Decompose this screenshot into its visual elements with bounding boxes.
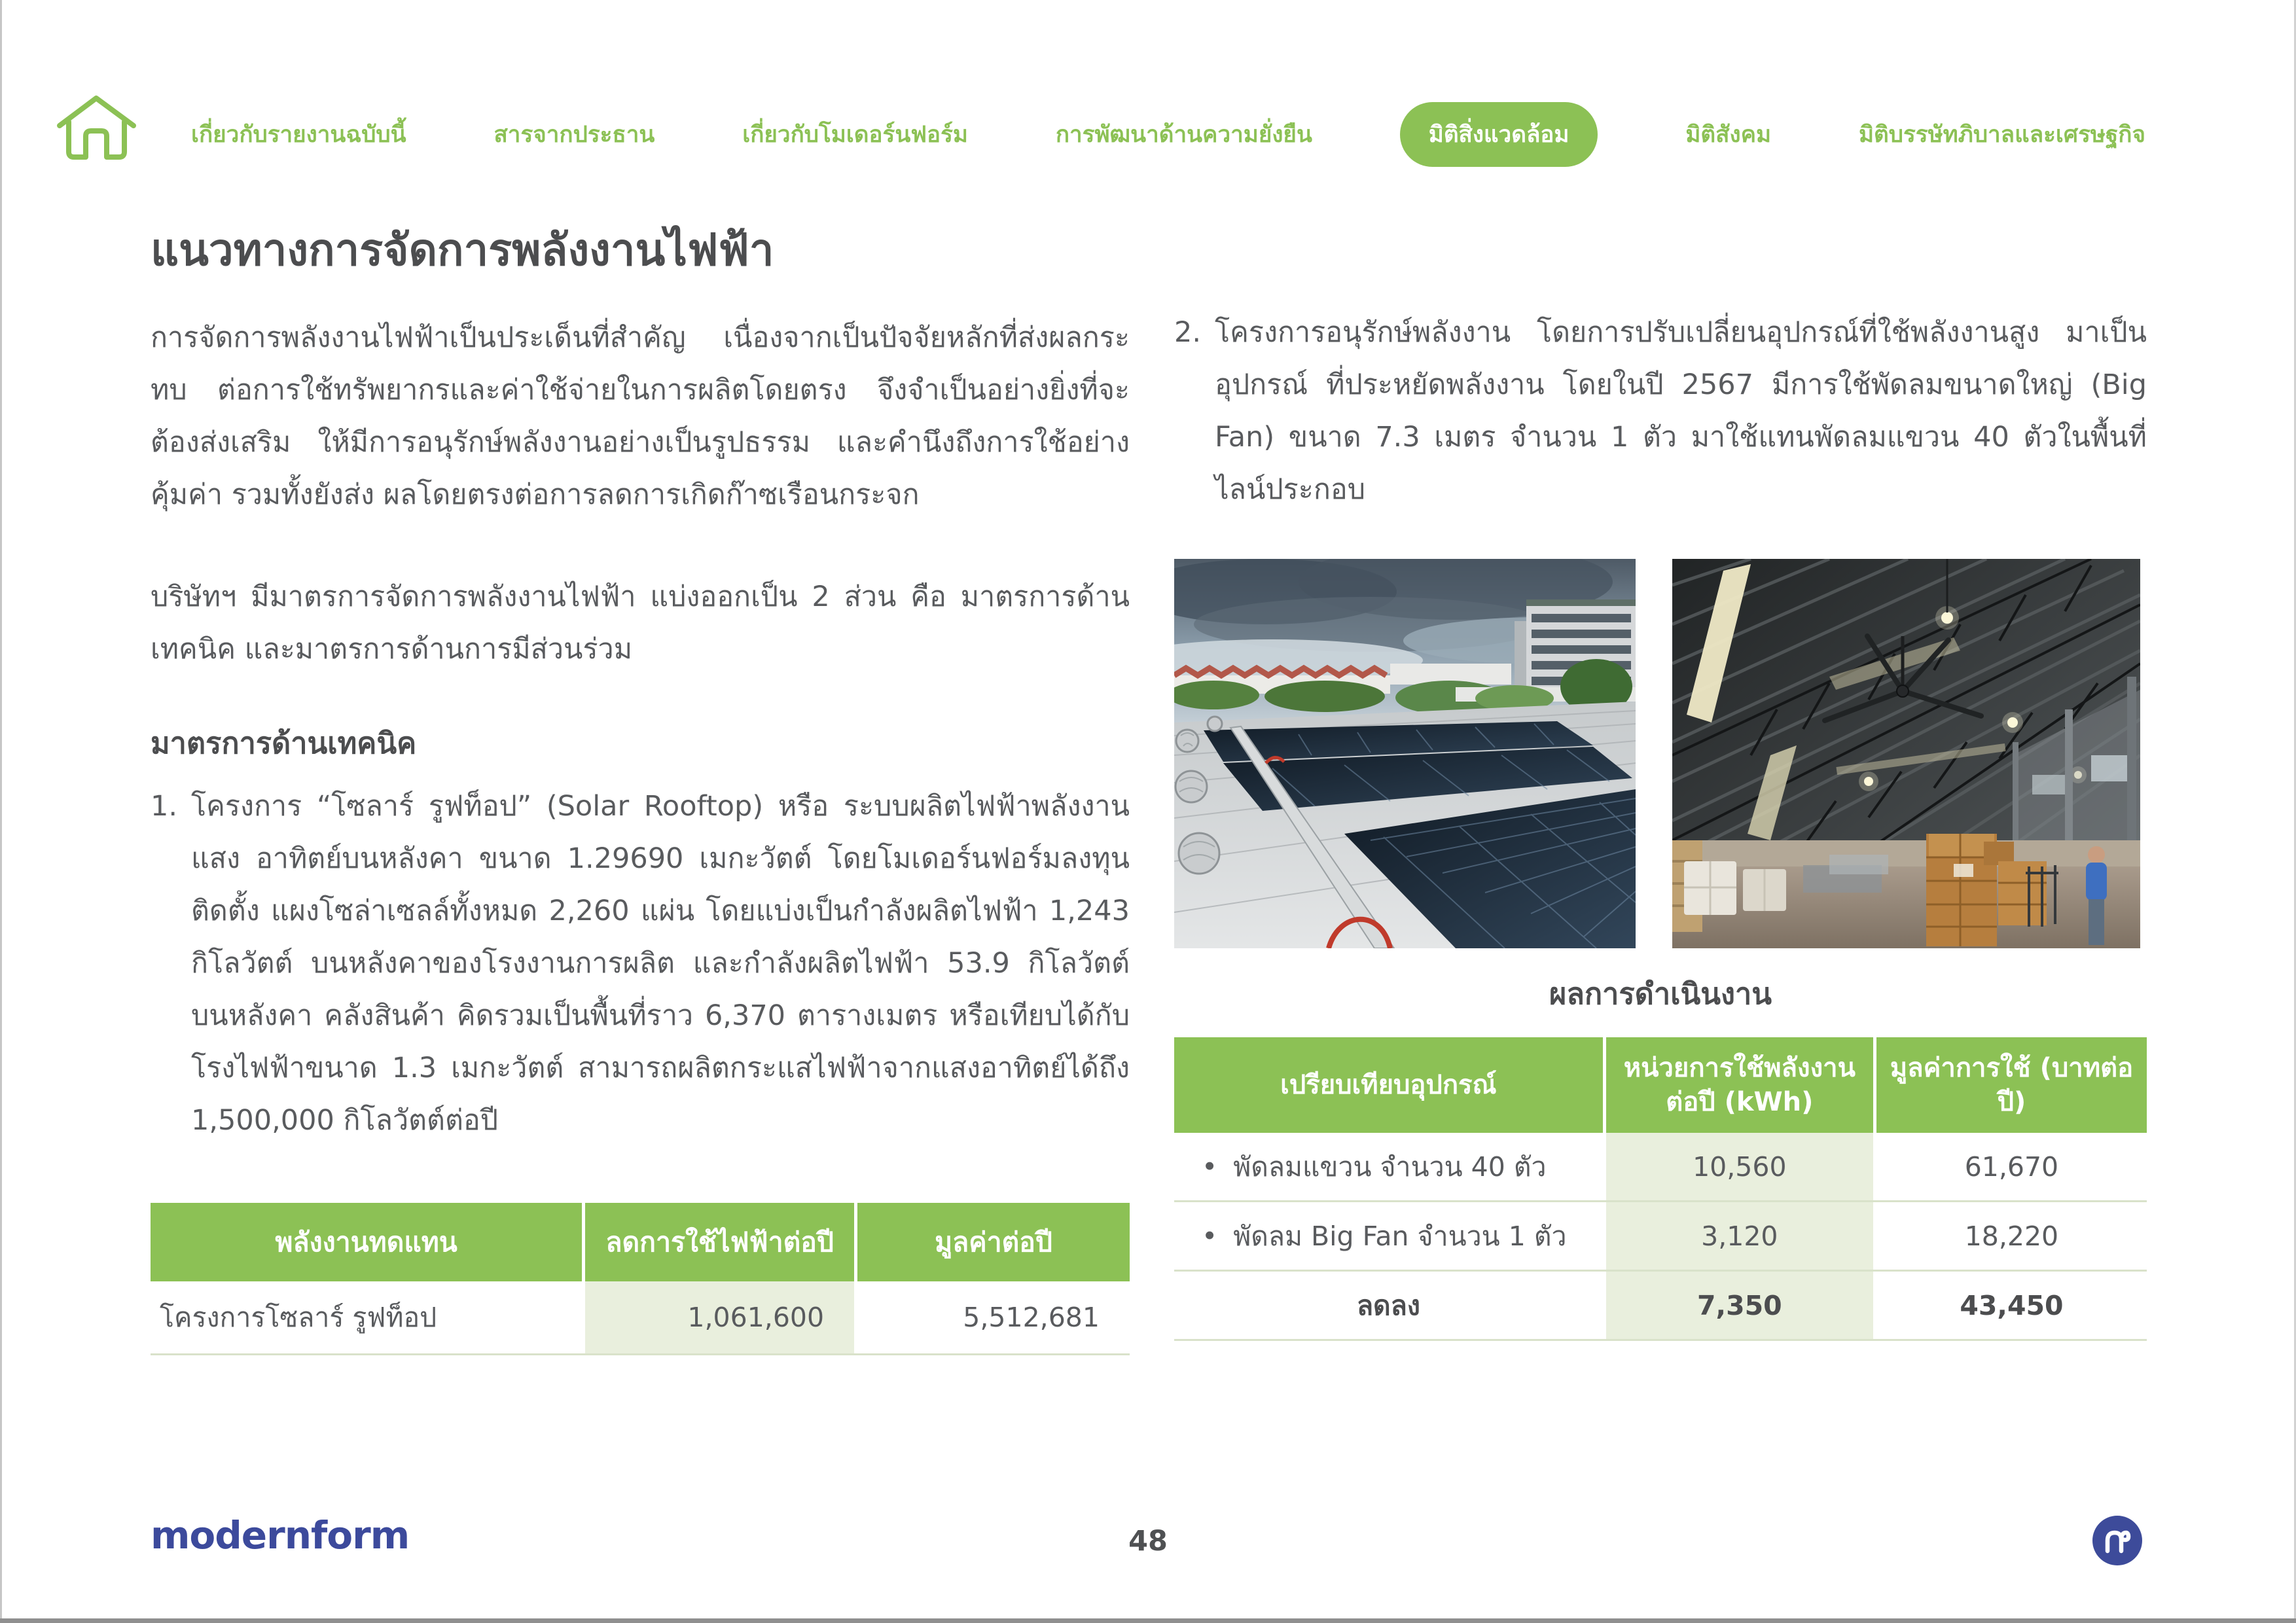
row-baht: 61,670 (1964, 1150, 2059, 1183)
nav-item-environment-active[interactable]: มิติสิ่งแวดล้อม (1400, 102, 1598, 167)
window-edge-left (0, 0, 2, 1623)
top-navigation (191, 97, 2145, 171)
table-total-row (1174, 1272, 2147, 1341)
total-baht: 43,450 (1960, 1289, 2064, 1321)
factory-bigfan-photo (1672, 559, 2140, 948)
page-title: แนวทางการจัดการพลังงานไฟฟ้า (151, 224, 774, 276)
solar-rooftop-photo (1174, 559, 1636, 948)
solar-row-label: โครงการโซลาร์ รูฟท็อป (151, 1281, 585, 1353)
table-row (151, 1281, 1130, 1355)
results-header-baht: มูลค่าการใช้ (บาทต่อปี) (1876, 1037, 2147, 1133)
results-header-kwh: หน่วยการใช้พลังงาน ต่อปี (kWh) (1606, 1037, 1876, 1133)
solar-table-header-row (151, 1203, 1130, 1281)
table-row (1174, 1133, 2147, 1202)
results-header-device: เปรียบเทียบอุปกรณ์ (1174, 1037, 1606, 1133)
left-column (151, 221, 1130, 1355)
nav-item-about-modernform[interactable]: เกี่ยวกับโมเดอร์นฟอร์ม (742, 121, 968, 148)
solar-row-kwh: 1,061,600 (585, 1281, 857, 1353)
total-kwh: 7,350 (1606, 1272, 1876, 1339)
row-label: • พัดลม Big Fan จำนวน 1 ตัว (1174, 1202, 1606, 1270)
list-number: 2. (1174, 316, 1202, 349)
modernform-monogram-icon (2092, 1515, 2143, 1566)
nav-item-chairman-message[interactable]: สารจากประธาน (493, 121, 655, 148)
nav-item-about-report[interactable]: เกี่ยวกับรายงานฉบับนี้ (191, 121, 406, 148)
row-kwh: 10,560 (1606, 1133, 1876, 1200)
photo-row (1174, 559, 2147, 948)
solar-table-header-reduction: ลดการใช้ไฟฟ้าต่อปี (585, 1203, 857, 1281)
solar-row-value: 5,512,681 (963, 1302, 1100, 1333)
table-row (1174, 1202, 2147, 1272)
home-icon (56, 92, 137, 165)
results-table-header-row (1174, 1037, 2147, 1133)
nav-item-social[interactable]: มิติสังคม (1685, 121, 1772, 148)
window-edge-bottom (0, 1618, 2296, 1623)
list-item-solar-rooftop (151, 780, 1130, 1147)
bullet-icon: • (1202, 1220, 1218, 1252)
row-label: • พัดลมแขวน จำนวน 40 ตัว (1174, 1133, 1606, 1200)
technical-measures-heading: มาตรการด้านเทคนิค (151, 726, 417, 760)
row-kwh: 3,120 (1606, 1202, 1876, 1270)
solar-table-header-energy: พลังงานทดแทน (151, 1203, 585, 1281)
right-column (1174, 306, 2147, 1341)
measures-paragraph: บริษัทฯ มีมาตรการจัดการพลังงานไฟฟ้า แบ่งออกเป็น 2 ส่วน คือ มาตรการด้านเทคนิค และมาตรการด้านการมีส่วนร่วม (151, 580, 1130, 666)
bullet-icon: • (1202, 1150, 1218, 1183)
home-button[interactable] (56, 92, 137, 166)
list-text: โครงการ “โซลาร์ รูฟท็อป” (Solar Rooftop) หรือ ระบบผลิตไฟฟ้าพลังงานแสง อาทิตย์บนหลังคา ขนาด 1.29690 เมกะวัตต์ โดยโมเดอร์นฟอร์มลงทุนติดตั้ง แผงโซล่าเซลล์ทั้งหมด 2,260 แผ่น โดยแบ่งเป็นกำลังผลิตไฟฟ้า 1,243 กิโลวัตต์ บนหลังคาของโรงงานการผลิต และกำลังผลิตไฟฟ้า 53.9 กิโลวัตต์ บนหลังคา คลังสินค้า คิดรวมเป็นพื้นที่ราว 6,370 ตารางเมตร หรือเทียบได้กับโรงไฟฟ้าขนาด 1.3 เมกะวัตต์ สามารถผลิตกระแสไฟฟ้าจากแสงอาทิตย์ได้ถึง 1,500,000 กิโลวัตต์ต่อปี (191, 790, 1130, 1137)
results-table (1174, 1037, 2147, 1341)
results-title: ผลการดำเนินงาน (1549, 976, 1772, 1011)
solar-table (151, 1203, 1130, 1355)
page-number: 48 (1128, 1525, 1168, 1558)
total-label: ลดลง (1174, 1272, 1606, 1339)
list-text: โครงการอนุรักษ์พลังงาน โดยการปรับเปลี่ยนอุปกรณ์ที่ใช้พลังงานสูง มาเป็นอุปกรณ์ ที่ประหยัดพลังงาน โดยในปี 2567 มีการใช้พัดลมขนาดใหญ่ (Big Fan) ขนาด 7.3 เมตร จำนวน 1 ตัว มาใช้แทนพัดลมแขวน 40 ตัวในพื้นที่ไลน์ประกอบ (1215, 316, 2147, 506)
solar-table-header-value: มูลค่าต่อปี (857, 1203, 1130, 1281)
row-baht: 18,220 (1964, 1220, 2059, 1252)
modernform-logo: modernform (151, 1513, 410, 1558)
nav-item-governance-economy[interactable]: มิติบรรษัทภิบาลและเศรษฐกิจ (1858, 121, 2145, 148)
nav-item-sustainability[interactable]: การพัฒนาด้านความยั่งยืน (1055, 121, 1312, 148)
list-number: 1. (151, 790, 178, 823)
list-item-energy-conservation (1174, 306, 2147, 516)
intro-paragraph: การจัดการพลังงานไฟฟ้าเป็นประเด็นที่สำคัญ เนื่องจากเป็นปัจจัยหลักที่ส่งผลกระทบ ต่อการใช้ทรัพยากรและค่าใช้จ่ายในการผลิตโดยตรง จึงจำเป็นอย่างยิ่งที่จะต้องส่งเสริม ให้มีการอนุรักษ์พลังงานอย่างเป็นรูปธรรม และคำนึงถึงการใช้อย่างคุ้มค่า รวมทั้งยังส่ง ผลโดยตรงต่อการลดการเกิดก๊าซเรือนกระจก (151, 321, 1130, 511)
